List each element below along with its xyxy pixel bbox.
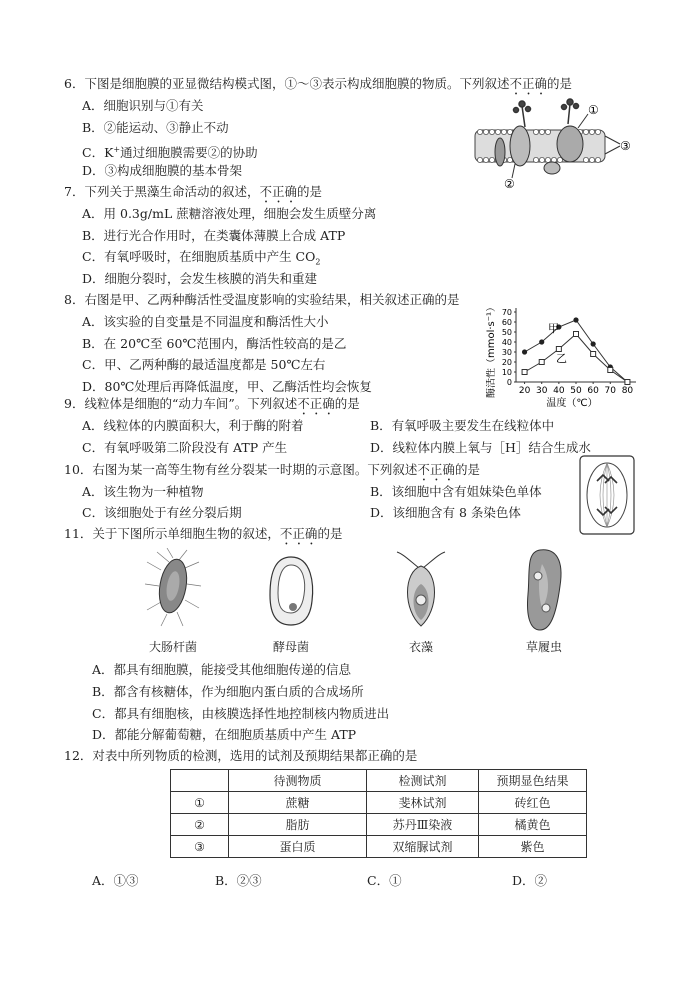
q7-option-c[interactable]: C．有氧呼吸时，在细胞质基质中产生 $CO_2$ [82, 249, 321, 267]
q8-option-c[interactable]: C．甲、乙两种酶的最适温度都是 50℃左右 [82, 357, 326, 372]
series-point [574, 332, 579, 337]
table-cell: 蔗糖 [229, 792, 367, 814]
y-tick-label: 70 [501, 308, 512, 317]
fig-label-2: ② [504, 177, 515, 190]
q6-stem: 6．下图是细胞膜的亚显微结构模式图，①～③表示构成细胞膜的物质。下列叙述不正确的是 [64, 76, 572, 91]
y-tick-label: 30 [501, 348, 512, 357]
caption-ecoli: 大肠杆菌 [148, 640, 197, 654]
table-cell: 蛋白质 [229, 836, 367, 858]
table-cell: 斐林试剂 [367, 792, 479, 814]
series-point [522, 349, 527, 354]
table-cell: 脂肪 [229, 814, 367, 836]
ecoli-figure [143, 548, 203, 628]
y-tick-label: 0 [506, 378, 512, 387]
q6-option-a[interactable]: A．细胞识别与①有关 [82, 98, 204, 113]
table-header-cell: 预期显色结果 [479, 770, 587, 792]
table-row [171, 792, 587, 814]
q7-option-b[interactable]: B．进行光合作用时，在类囊体薄膜上合成 ATP [82, 228, 346, 243]
cell-membrane-figure [470, 92, 640, 190]
fig-label-3: ③ [620, 139, 631, 153]
q11-option-a[interactable]: A．都具有细胞膜，能接受其他细胞传递的信息 [92, 662, 352, 677]
legend-yi: 乙 [556, 352, 567, 365]
q8-option-b[interactable]: B．在 20℃至 60℃范围内，酶活性较高的是乙 [82, 336, 347, 351]
q7-option-a[interactable]: A．用 0.3g/mL 蔗糖溶液处理，细胞会发生质壁分离 [82, 206, 377, 221]
y-tick-label: 60 [501, 318, 512, 327]
q12-option-b[interactable]: B．②③ [215, 873, 262, 888]
paramecium-figure [520, 546, 568, 634]
q11-option-b[interactable]: B．都含有核糖体，作为细胞内蛋白质的合成场所 [92, 684, 364, 699]
q11-option-d[interactable]: D．都能分解葡萄糖，在细胞质基质中产生 ATP [92, 727, 357, 742]
chart-xlabel: 温度（℃） [546, 398, 598, 409]
q8-option-d[interactable]: D．80℃处理后再降低温度，甲、乙酶活性均会恢复 [82, 379, 372, 394]
table-header-row [171, 770, 587, 792]
series-point [539, 360, 544, 365]
caption-yeast: 酵母菌 [272, 640, 309, 654]
mitosis-cell-figure [579, 455, 635, 535]
chlamydomonas-figure [393, 550, 449, 634]
y-tick-label: 40 [501, 338, 512, 347]
table-cell: 紫色 [479, 836, 587, 858]
enzyme-activity-chart [486, 300, 646, 410]
q9-option-b[interactable]: B．有氧呼吸主要发生在线粒体中 [370, 418, 555, 433]
series-point [522, 370, 527, 375]
q8-stem: 8．右图是甲、乙两种酶活性受温度影响的实验结果，相关叙述正确的是 [64, 292, 460, 307]
q10-option-c[interactable]: C．该细胞处于有丝分裂后期 [82, 505, 242, 520]
q12-option-d[interactable]: D．② [512, 873, 548, 888]
y-tick-label: 10 [501, 368, 512, 377]
x-tick-label: 30 [535, 386, 548, 396]
legend-jia: 甲 [548, 322, 559, 335]
table-header-cell [171, 770, 229, 792]
q7-option-d[interactable]: D．细胞分裂时，会发生核膜的消失和重建 [82, 271, 318, 286]
y-tick-label: 50 [501, 328, 512, 337]
table-cell: 橘黄色 [479, 814, 587, 836]
q9-option-a[interactable]: A．线粒体的内膜面积大，利于酶的附着 [82, 418, 304, 433]
yeast-figure [266, 555, 316, 627]
q12-option-a[interactable]: A．①③ [92, 873, 139, 888]
table-row [171, 814, 587, 836]
q7-stem: 7．下列关于黑藻生命活动的叙述，不正确的是 [64, 184, 322, 199]
q10-option-a[interactable]: A．该生物为一种植物 [82, 484, 204, 499]
series-point [591, 341, 596, 346]
q9-option-c[interactable]: C．有氧呼吸第二阶段没有 ATP 产生 [82, 440, 288, 455]
table-cell: 砖红色 [479, 792, 587, 814]
q6-option-c[interactable]: C．K+通过细胞膜需要②的协助 [82, 145, 258, 161]
caption-chlamydomonas: 衣藻 [408, 640, 433, 654]
x-tick-label: 80 [621, 386, 634, 396]
table-cell: ② [171, 814, 229, 836]
q9-option-d[interactable]: D．线粒体内膜上氧与［H］结合生成水 [370, 440, 591, 455]
x-tick-label: 50 [570, 386, 582, 396]
q12-option-c[interactable]: C．① [367, 873, 402, 888]
q10-option-d[interactable]: D．该细胞含有 8 条染色体 [370, 505, 521, 520]
series-point [556, 347, 561, 352]
caption-paramecium: 草履虫 [525, 640, 562, 654]
table-header-cell: 待测物质 [229, 770, 367, 792]
table-cell: 苏丹Ⅲ染液 [367, 814, 479, 836]
series-point [539, 339, 544, 344]
q12-stem: 12．对表中所列物质的检测，选用的试剂及预期结果都正确的是 [64, 748, 418, 763]
table-header-cell: 检测试剂 [367, 770, 479, 792]
q6-option-d[interactable]: D．③构成细胞膜的基本骨架 [82, 163, 243, 178]
q11-stem: 11．关于下图所示单细胞生物的叙述，不正确的是 [64, 526, 343, 541]
series-point [608, 368, 613, 373]
q8-option-a[interactable]: A．该实验的自变量是不同温度和酶活性大小 [82, 314, 329, 329]
q6-option-b[interactable]: B．②能运动、③静止不动 [82, 120, 229, 135]
table-row [171, 836, 587, 858]
q10-stem: 10．右图为某一高等生物有丝分裂某一时期的示意图。下列叙述不正确的是 [64, 462, 480, 477]
series-point [573, 317, 578, 322]
q11-option-c[interactable]: C．都具有细胞核，由核膜选择性地控制核内物质进出 [92, 706, 390, 721]
x-tick-label: 70 [604, 386, 617, 396]
y-tick-label: 20 [501, 358, 512, 367]
series-point [591, 352, 596, 357]
table-cell: 双缩脲试剂 [367, 836, 479, 858]
q9-stem: 9．线粒体是细胞的“动力车间”。下列叙述不正确的是 [64, 396, 360, 411]
x-tick-label: 20 [518, 386, 531, 396]
x-tick-label: 40 [553, 386, 565, 396]
q10-option-b[interactable]: B．该细胞中含有姐妹染色单体 [370, 484, 542, 499]
table-cell: ③ [171, 836, 229, 858]
detection-table [170, 769, 587, 858]
x-tick-label: 60 [587, 386, 599, 396]
chart-ylabel: 酶活性（mmol·s⁻¹） [486, 301, 497, 399]
fig-label-1: ① [588, 103, 599, 117]
table-cell: ① [171, 792, 229, 814]
series-point [625, 380, 630, 385]
